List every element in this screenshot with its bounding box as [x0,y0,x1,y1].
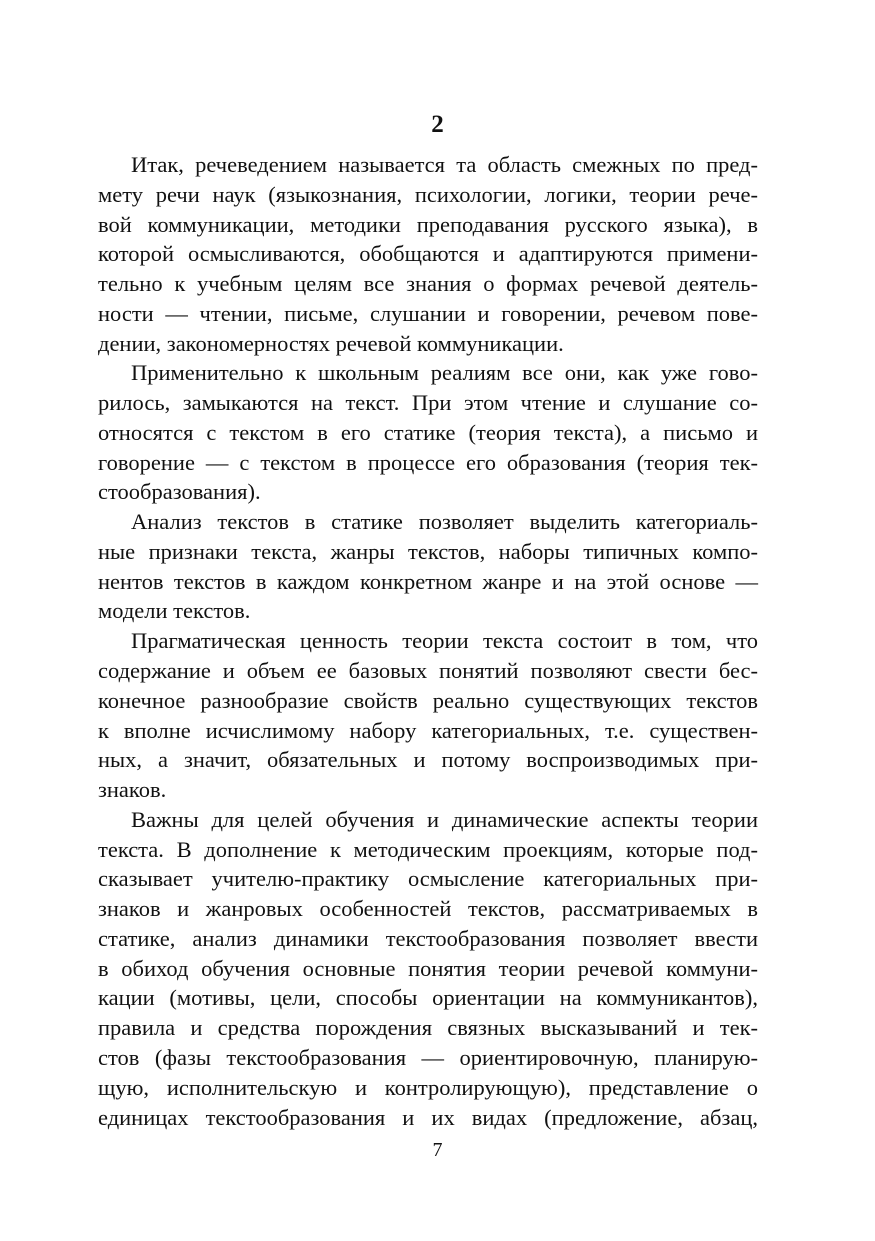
text-line: единицах текстообразования и их видах (предложение, абзац, [98,1104,758,1130]
text-line: щую, исполнительскую и контролирующую), представление о [98,1074,758,1100]
text-line: знаков. [98,777,167,803]
page-number: 7 [432,1139,443,1161]
text-line: ности — чтении, письме, слушании и говорении, речевом пове- [98,300,758,326]
text-line: Прагматическая ценность теории текста состоит в том, что [131,628,758,654]
text-line: модели текстов. [98,598,251,624]
text-line: дении, закономерностях речевой коммуникации. [98,330,564,356]
text-line: статике, анализ динамики текстообразования позволяет ввести [98,925,758,951]
paragraph [98,358,758,507]
text-line: стообразования). [98,479,261,505]
text-line: тельно к учебным целям все знания о формах речевой деятель- [98,271,758,297]
text-line: сказывает учителю-практику осмысление категориальных при- [98,866,758,892]
text-line: содержание и объем ее базовых понятий позволяют свести бес- [98,658,758,684]
text-line: нентов текстов в каждом конкретном жанре и на этой основе — [98,568,758,594]
text-line: рилось, замыкаются на текст. При этом чтение и слушание со- [98,390,758,416]
paragraph [98,507,758,626]
paragraph [98,626,758,805]
text-line: Анализ текстов в статике позволяет выделить категориаль- [131,509,758,535]
text-line: конечное разнообразие свойств реально существующих текстов [98,687,758,713]
text-line: в обиход обучения основные понятия теории речевой коммуни- [98,955,758,981]
body-text [98,150,758,1132]
text-line: стов (фазы текстообразования — ориентировочную, планирую- [98,1044,758,1070]
text-line: кации (мотивы, цели, способы ориентации на коммуникантов), [98,985,758,1011]
text-line: Итак, речеведением называется та область смежных по пред- [131,152,758,177]
text-line: к вполне исчислимому набору категориальных, т.е. существен- [98,717,758,743]
text-line: которой осмысливаются, обобщаются и адаптируются примени- [98,241,758,267]
paragraph [98,150,758,358]
text-line: ных, а значит, обязательных и потому воспроизводимых при- [98,747,758,773]
text-line: относятся с текстом в его статике (теория текста), а письмо и [98,419,758,445]
text-line: Важны для целей обучения и динамические аспекты теории [131,806,758,832]
section-number: 2 [431,111,444,138]
text-line: ные признаки текста, жанры текстов, наборы типичных компо- [98,538,758,564]
text-line: текста. В дополнение к методическим проекциям, которые под- [98,836,758,862]
text-line: вой коммуникации, методики преподавания русского языка), в [98,211,758,237]
text-line: знаков и жанровых особенностей текстов, рассматриваемых в [98,896,758,922]
text-line: правила и средства порождения связных высказываний и тек- [98,1015,758,1041]
text-line: говорение — с текстом в процессе его образования (теория тек- [98,449,758,475]
text-line: мету речи наук (языкознания, психологии, логики, теории рече- [98,181,758,207]
text-line: Применительно к школьным реалиям все они, как уже гово- [131,360,758,386]
paragraph [98,805,758,1132]
